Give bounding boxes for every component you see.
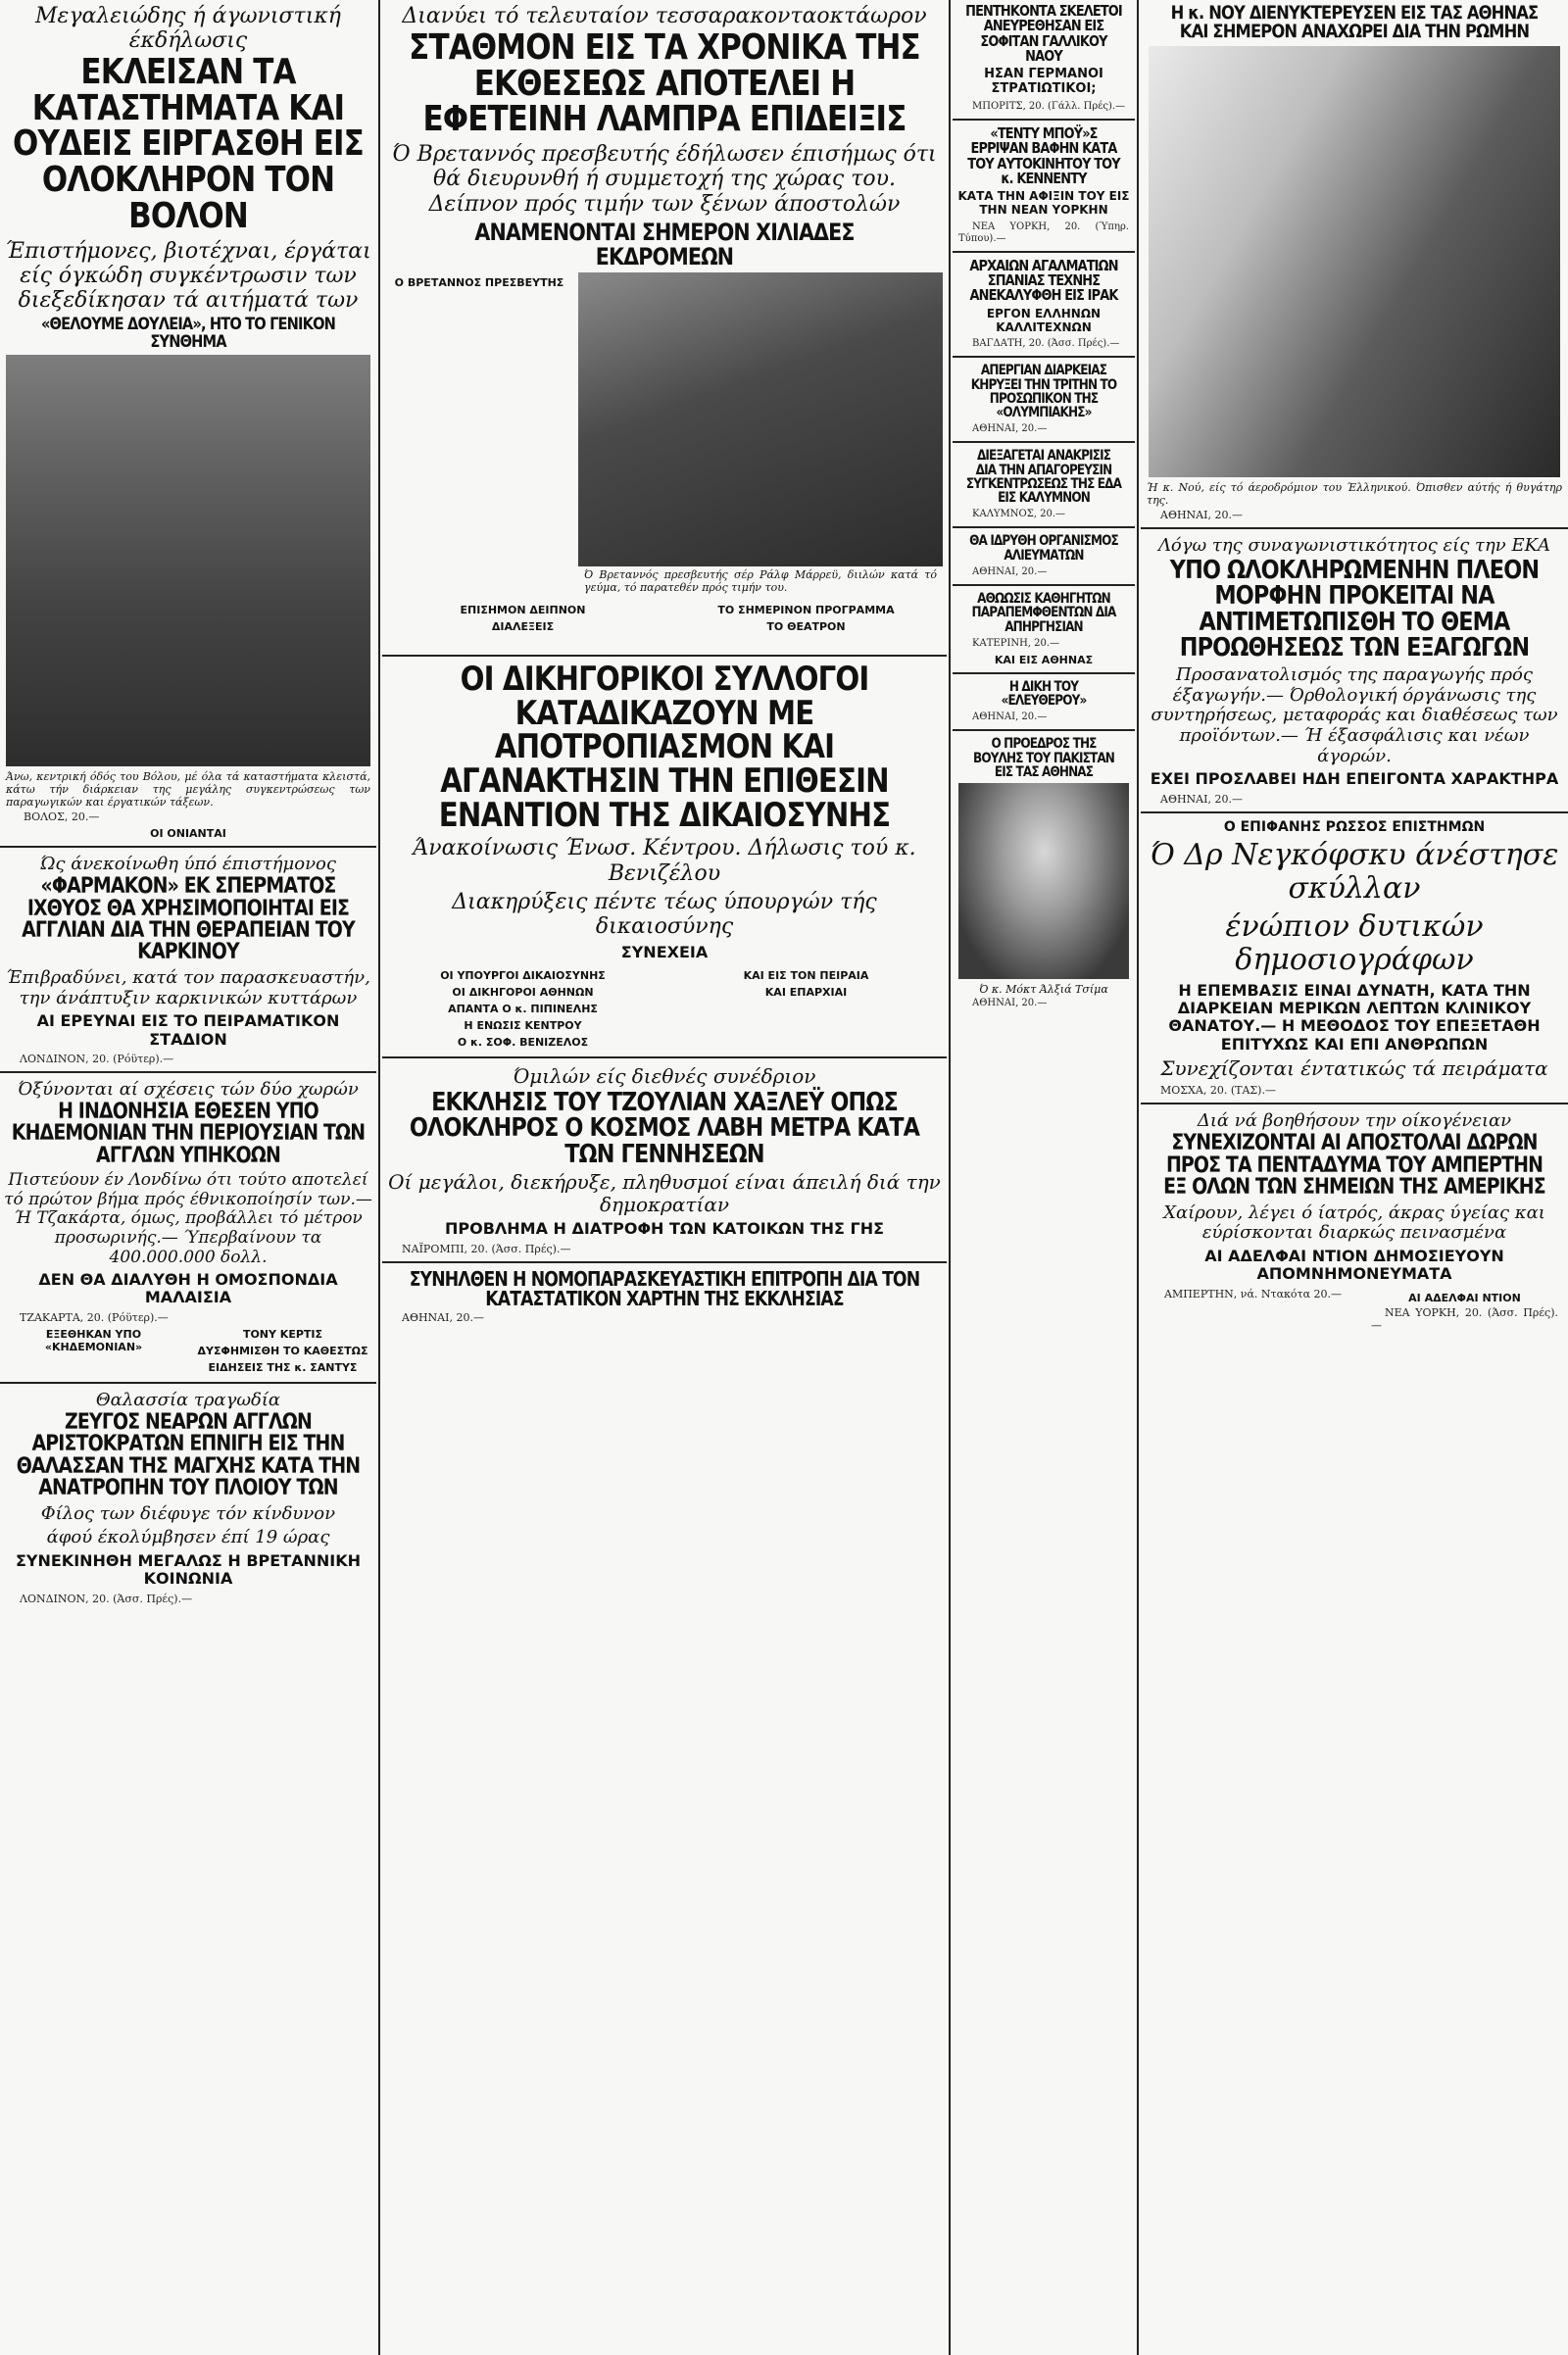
subhead: ΟΙ ΥΠΟΥΡΓΟΙ ΔΙΚΑΙΟΣΥΝΗΣ	[440, 968, 606, 982]
deck: Φίλος των διέφυγε τόν κίνδυνον	[40, 1502, 336, 1524]
column-rule	[378, 0, 380, 2355]
kicker: Διά νά βοηθήσουν την οίκογένειαν	[1197, 1110, 1512, 1132]
divider	[953, 119, 1135, 121]
headline: Η ΙΝΔΟΝΗΣΙΑ ΕΘΕΣΕΝ ΥΠΟ ΚΗΔΕΜΟΝΙΑΝ ΤΗΝ ΠΕΡΙΟΥΣΙΑΝ ΤΩΝ ΑΓΓΛΩΝ ΥΠΗΚΟΩΝ	[11, 1100, 366, 1168]
headline: ΑΠΕΡΓΙΑΝ ΔΙΑΡΚΕΙΑΣ ΚΗΡΥΞΕΙ ΤΗΝ ΤΡΙΤΗΝ ΤΟ ΠΡΟΣΩΠΙΚΟΝ ΤΗΣ «ΟΛΥΜΠΙΑΚΗΣ»	[970, 363, 1117, 421]
dateline: ΝΕΑ ΥΟΡΚΗ, 20. (Ύπηρ. Τύπου).—	[958, 221, 1129, 244]
dateline: ΑΜΠΕΡΤΗΝ, νά. Ντακότα 20.—	[1164, 1287, 1343, 1300]
kicker: Ώς άνεκοίνωθη ύπό έπιστήμονος	[40, 854, 336, 875]
headline: ΥΠΟ ΩΛΟΚΛΗΡΩΜΕΝΗΝ ΠΛΕΟΝ ΜΟΡΦΗΝ ΠΡΟΚΕΙΤΑΙ ΝΑ ΑΝΤΙΜΕΤΩΠΙΣΘΗ ΤΟ ΘΕΜΑ ΠΡΟΩΘΗΣΕΩΣ ΤΩΝ ΕΞΑΓΩΓΩΝ	[1169, 555, 1540, 663]
headline: ΘΑ ΙΔΡΥΘΗ ΟΡΓΑΝΙΣΜΟΣ ΑΛΙΕΥΜΑΤΩΝ	[969, 533, 1118, 564]
subhead: ΔΕΝ ΘΑ ΔΙΑΛΥΘΗ Η ΟΜΟΣΠΟΝΔΙΑ ΜΑΛΑΙΣΙΑ	[38, 1270, 338, 1307]
column-3	[953, 0, 1135, 2355]
subhead: ΟΙ ΟΝΙΑΝΤΑΙ	[150, 827, 226, 841]
subhead: Ο κ. ΣΟΦ. ΒΕΝΙΖΕΛΟΣ	[457, 1035, 589, 1049]
article-text	[1147, 509, 1562, 521]
deck: άφού έκολύμβησεν έπί 19 ώρας	[46, 1527, 330, 1548]
divider	[953, 356, 1135, 358]
headline: Η ΔΙΚΗ ΤΟΥ «ΕΛΕΥΘΕΡΟΥ»	[1001, 678, 1087, 710]
divider	[953, 672, 1135, 674]
subhead: ΤΟ ΣΗΜΕΡΙΝΟΝ ΠΡΟΓΡΑΜΜΑ	[717, 603, 895, 616]
article-text	[958, 101, 1129, 113]
divider	[1141, 527, 1568, 529]
dateline: ΑΘΗΝΑΙ, 20.—	[972, 711, 1048, 723]
photo-caption: Άνω, κεντρική όδός του Βόλου, μέ όλα τά καταστήματα κλειστά, κάτω τήν διάρκειαν της μεγάλης συγκεντρώσεως των παραγωγικών και έργατικών τάξεων.	[6, 770, 370, 810]
dateline: ΛΟΝΔΙΝΟΝ, 20. (Ρόϋτερ).—	[20, 1053, 174, 1066]
article-text	[958, 221, 1129, 245]
subhead: ΣΥΝΕΧΕΙΑ	[620, 942, 709, 961]
headline: ΔΙΕΞΑΓΕΤΑΙ ΑΝΑΚΡΙΣΙΣ ΔΙΑ ΤΗΝ ΑΠΑΓΟΡΕΥΣΙΝ ΣΥΓΚΕΝΤΡΩΣΕΩΣ ΤΗΣ ΕΔΑ ΕΙΣ ΚΑΛΥΜΝΟΝ	[965, 448, 1122, 507]
divider	[1141, 1103, 1568, 1104]
deck: Πιστεύουν έν Λονδίνω ότι τούτο αποτελεί τό πρώτον βήμα πρός έθνικοποίησίν των.— Ή Τζακάρτα, όμως, προβάλλει τό μέτρον προσωρινής.— Ύπερβαίνουν τα 400.000.000 δολλ.	[4, 1170, 372, 1267]
subhead: ΤΟΝΥ ΚΕΡΤΙΣ	[242, 1327, 323, 1341]
subhead: ΑΠΑΝΤΑ Ο κ. ΠΙΠΙΝΕΛΗΣ	[448, 1002, 598, 1015]
subhead: ΑΙ ΑΔΕΛΦΑΙ ΝΤΙΟΝ	[1408, 1291, 1521, 1304]
deck: Χαίρουν, λέγει ό ίατρός, άκρας ύγείας και εύρίσκονται διαρκώς πεινασμένα	[1163, 1202, 1545, 1244]
subhead: Ο ΒΡΕΤΑΝΝΟΣ ΠΡΕΣΒΕΥΤΗΣ	[394, 275, 564, 289]
headline: Ό Δρ Νεγκόφσκυ άνέστησε σκύλλαν	[1150, 837, 1559, 907]
headline: ΑΡΧΑΙΩΝ ΑΓΑΛΜΑΤΙΩΝ ΣΠΑΝΙΑΣ ΤΕΧΝΗΣ ΑΝΕΚΑΛΥΦΘΗ ΕΙΣ ΙΡΑΚ	[969, 256, 1118, 305]
article-text	[1147, 793, 1562, 806]
subhead: ΚΑΙ ΕΙΣ ΤΟΝ ΠΕΙΡΑΙΑ	[743, 968, 869, 982]
headline: ΖΕΥΓΟΣ ΝΕΑΡΩΝ ΑΓΓΛΩΝ ΑΡΙΣΤΟΚΡΑΤΩΝ ΕΠΝΙΓΗ ΕΙΣ ΤΗΝ ΘΑΛΑΣΣΑΝ ΤΗΣ ΜΑΓΧΗΣ ΚΑΤΑ ΤΗΝ ΑΝΑΤΡΟΠΗΝ ΤΟΥ ΠΛΟΙΟΥ ΤΩΝ	[16, 1409, 361, 1501]
subhead: ΕΡΓΟΝ ΕΛΛΗΝΩΝ ΚΑΛΛΙΤΕΧΝΩΝ	[986, 306, 1102, 334]
headline: ΟΙ ΔΙΚΗΓΟΡΙΚΟΙ ΣΥΛΛΟΓΟΙ ΚΑΤΑΔΙΚΑΖΟΥΝ ΜΕ ΑΠΟΤΡΟΠΙΑΣΜΟΝ ΚΑΙ ΑΓΑΝΑΚΤΗΣΙΝ ΤΗΝ ΕΠΙΘΕΣΙΝ ΕΝΑΝΤΙΟΝ ΤΗΣ ΔΙΚΑΙΟΣΥΝΗΣ	[438, 659, 891, 835]
divider	[953, 251, 1135, 253]
photo-caption: Ή κ. Νού, είς τό άεροδρόμιον του Έλληνικού. Όπισθεν αύτής ή θυγάτηρ της.	[1147, 480, 1562, 507]
kicker: Όξύνονται αί σχέσεις τών δύο χωρών	[18, 1079, 359, 1101]
headline: Ο ΠΡΟΕΔΡΟΣ ΤΗΣ ΒΟΥΛΗΣ ΤΟΥ ΠΑΚΙΣΤΑΝ ΕΙΣ ΤΑΣ ΑΘΗΝΑΣ	[973, 736, 1114, 780]
article-text	[10, 810, 177, 823]
article-text	[388, 1311, 941, 1324]
divider	[953, 729, 1135, 731]
photo-block	[578, 272, 943, 596]
divider	[0, 1382, 376, 1384]
subhead: ΟΙ ΔΙΚΗΓΟΡΟΙ ΑΘΗΝΩΝ	[452, 985, 594, 999]
dateline: ΒΑΓΔΑΤΗ, 20. (Άσσ. Πρές).—	[972, 338, 1120, 350]
dateline: ΝΑΪΡΟΜΠΙ, 20. (Άσσ. Πρές).—	[402, 1242, 571, 1255]
dateline: ΛΟΝΔΙΝΟΝ, 20. (Άσσ. Πρές).—	[20, 1592, 193, 1605]
deck: Διακηρύξεις πέντε τέως ύπουργών τής δικαιοσύνης	[452, 889, 877, 940]
subhead: ΕΙΔΗΣΕΙΣ ΤΗΣ κ. ΣΑΝΤΥΣ	[208, 1360, 358, 1374]
article-text	[6, 1593, 370, 1605]
headline: ΣΥΝΕΧΙΖΟΝΤΑΙ ΑΙ ΑΠΟΣΤΟΛΑΙ ΔΩΡΩΝ ΠΡΟΣ ΤΑ ΠΕΝΤΑΔΥΜΑ ΤΟΥ ΑΜΠΕΡΤΗΝ ΕΞ ΟΛΩΝ ΤΩΝ ΣΗΜΕΙΩΝ ΤΗΣ ΑΜΕΡΙΚΗΣ	[1163, 1131, 1545, 1201]
article-text	[958, 566, 1129, 578]
deck: Έπιστήμονες, βιοτέχναι, έργάται είς όγκώδη συγκέντρωσιν των διεξεδίκησαν τά αιτήματά των	[5, 238, 371, 314]
dateline: ΑΘΗΝΑΙ, 20.—	[972, 423, 1048, 435]
article-text	[958, 711, 1129, 723]
subhead: ΕΠΙΣΗΜΟΝ ΔΕΙΠΝΟΝ	[460, 603, 586, 616]
column-2	[382, 0, 947, 2355]
subhead: Η ΕΠΕΜΒΑΣΙΣ ΕΙΝΑΙ ΔΥΝΑΤΗ, ΚΑΤΑ ΤΗΝ ΔΙΑΡΚΕΙΑΝ ΜΕΡΙΚΩΝ ΛΕΠΤΩΝ ΚΛΙΝΙΚΟΥ ΘΑΝΑΤΟΥ.— Η ΜΕΘΟΔΟΣ ΤΟΥ ΕΠΕΞΕΤΑΘΗ ΕΠΙΤΥΧΩΣ ΚΑΙ ΕΠΙ ΑΝΘΡΩΠΩΝ	[1168, 980, 1541, 1054]
story-columns	[386, 965, 943, 1051]
dateline: ΒΟΛΟΣ, 20.—	[24, 810, 100, 824]
headline: ΑΘΩΩΣΙΣ ΚΑΘΗΓΗΤΩΝ ΠΑΡΑΠΕΜΦΘΕΝΤΩΝ ΔΙΑ ΑΠΗΡΓΗΣΙΑΝ	[971, 590, 1116, 635]
portrait-photo	[958, 783, 1129, 979]
article-text	[199, 810, 367, 823]
subhead: ΠΡΟΒΛΗΜΑ Η ΔΙΑΤΡΟΦΗ ΤΩΝ ΚΑΤΟΙΚΩΝ ΤΗΣ ΓΗΣ	[444, 1219, 885, 1239]
deck: Ό Βρεταννός πρεσβευτής έδήλωσεν έπισήμως ότι θά διευρυνθή ή συμμετοχή της χώρας του. Δείπνον πρός τιμήν των ξένων άποστολών	[392, 142, 937, 217]
crowd-photo	[6, 355, 370, 766]
dateline: ΚΑΤΕΡΙΝΗ, 20.—	[972, 637, 1060, 649]
subhead: ΑΙ ΕΡΕΥΝΑΙ ΕΙΣ ΤΟ ΠΕΙΡΑΜΑΤΙΚΟΝ ΣΤΑΔΙΟΝ	[36, 1011, 340, 1049]
article-text	[958, 638, 1129, 650]
article-text	[6, 1311, 370, 1324]
dateline: ΝΕΑ ΥΟΡΚΗ, 20. (Άσσ. Πρές).—	[1371, 1305, 1558, 1332]
article-text	[958, 338, 1129, 350]
story-columns	[1145, 1288, 1564, 1332]
headline: ΕΚΚΛΗΣΙΣ ΤΟΥ ΤΖΟΥΛΙΑΝ ΧΑΞΛΕΫ ΟΠΩΣ ΟΛΟΚΛΗΡΟΣ Ο ΚΟΣΜΟΣ ΛΑΒΗ ΜΕΤΡΑ ΚΑΤΑ ΤΩΝ ΓΕΝΝΗΣΕΩΝ	[409, 1087, 920, 1169]
headline: ΣΤΑΘΜΟΝ ΕΙΣ ΤΑ ΧΡΟΝΙΚΑ ΤΗΣ ΕΚΘΕΣΕΩΣ ΑΠΟΤΕΛΕΙ Η ΕΦΕΤΕΙΝΗ ΛΑΜΠΡΑ ΕΠΙΔΕΙΞΙΣ	[409, 27, 920, 140]
portrait-photo	[1149, 46, 1560, 477]
deck: Άνακοίνωσις Ένωσ. Κέντρου. Δήλωσις τού κ. Βενιζέλου	[413, 836, 916, 886]
story-columns	[4, 1324, 372, 1376]
headline: ΣΥΝΗΛΘΕΝ Η ΝΟΜΟΠΑΡΑΣΚΕΥΑΣΤΙΚΗ ΕΠΙΤΡΟΠΗ ΔΙΑ ΤΟΝ ΚΑΤΑΣΤΑΤΙΚΟΝ ΧΑΡΤΗΝ ΤΗΣ ΕΚΚΛΗΣΙΑΣ	[409, 1266, 920, 1311]
dateline: ΜΠΟΡΙΤΣ, 20. (Γάλλ. Πρές).—	[972, 101, 1126, 113]
column-4	[1141, 0, 1568, 2355]
divider	[1141, 811, 1568, 813]
subhead: ΣΥΝΕΚΙΝΗΘΗ ΜΕΓΑΛΩΣ Η ΒΡΕΤΑΝΝΙΚΗ ΚΟΙΝΩΝΙΑ	[15, 1551, 362, 1589]
subhead: ΑΝΑΜΕΝΟΝΤΑΙ ΣΗΜΕΡΟΝ ΧΙΛΙΑΔΕΣ ΕΚΔΡΟΜΕΩΝ	[474, 219, 855, 270]
divider	[0, 846, 376, 848]
article-text	[958, 998, 1129, 1009]
dinner-photo	[578, 272, 943, 566]
divider	[382, 655, 947, 657]
subhead: ΚΑΙ ΕΠΑΡΧΙΑΙ	[764, 985, 848, 999]
dateline: ΑΘΗΝΑΙ, 20.—	[1160, 508, 1243, 521]
divider	[953, 584, 1135, 586]
headline: ΠΕΝΤΗΚΟΝΤΑ ΣΚΕΛΕΤΟΙ ΑΝΕΥΡΕΘΗΣΑΝ ΕΙΣ ΣΟΦΙΤΑΝ ΓΑΛΛΙΚΟΥ ΝΑΟΥ	[965, 2, 1122, 65]
story-columns	[4, 810, 372, 823]
headline: ένώπιον δυτικών δημοσιογράφων	[1225, 908, 1484, 978]
headline: «ΤΕΝΤΥ ΜΠΟΫ»Σ ΕΡΡΙΨΑΝ ΒΑΦΗΝ ΚΑΤΑ ΤΟΥ ΑΥΤΟΚΙΝΗΤΟΥ ΤΟΥ κ. ΚΕΝΝΕΝΤΥ	[967, 124, 1120, 187]
column-rule	[949, 0, 951, 2355]
feature-block	[386, 272, 943, 596]
kicker: Διανύει τό τελευταίον τεσσαρακονταοκτάωρον	[402, 4, 927, 28]
headline: Η κ. ΝΟΥ ΔΙΕΝΥΚΤΕΡΕΥΣΕΝ ΕΙΣ ΤΑΣ ΑΘΗΝΑΣ ΚΑΙ ΣΗΜΕΡΟΝ ΑΝΑΧΩΡΕΙ ΔΙΑ ΤΗΝ ΡΩΜΗΝ	[1170, 2, 1539, 43]
article-text	[958, 423, 1129, 435]
deck: Έπιβραδύνει, κατά τον παρασκευαστήν, την άνάπτυξιν καρκινικών κυττάρων	[6, 966, 370, 1008]
article-text	[1151, 1288, 1349, 1332]
slogan: «ΘΕΛΟΥΜΕ ΔΟΥΛΕΙΑ», ΗΤΟ ΤΟ ΓΕΝΙΚΟΝ ΣΥΝΘΗΜΑ	[40, 315, 336, 352]
dateline: ΜΟΣΧΑ, 20. (ΤΑΣ).—	[1160, 1084, 1276, 1098]
headline: «ΦΑΡΜΑΚΟΝ» ΕΚ ΣΠΕΡΜΑΤΟΣ ΙΧΘΥΟΣ ΘΑ ΧΡΗΣΙΜΟΠΟΙΗΤΑΙ ΕΙΣ ΑΓΓΛΙΑΝ ΔΙΑ ΤΗΝ ΘΕΡΑΠΕΙΑΝ ΤΟΥ ΚΑΡΚΙΝΟΥ	[22, 874, 355, 965]
article-text	[958, 509, 1129, 520]
kicker: Θαλασσία τραγωδία	[95, 1389, 281, 1410]
photo-caption: Ό κ. Μόκτ Άλξιά Τσίμα	[979, 983, 1108, 997]
divider	[953, 441, 1135, 443]
headline: ΕΚΛΕΙΣΑΝ ΤΑ ΚΑΤΑΣΤΗΜΑΤΑ ΚΑΙ ΟΥΔΕΙΣ ΕΙΡΓΑΣΘΗ ΕΙΣ ΟΛΟΚΛΗΡΟΝ ΤΟΝ ΒΟΛΟΝ	[12, 52, 364, 236]
kicker: Ο ΕΠΙΦΑΝΗΣ ΡΩΣΣΟΣ ΕΠΙΣΤΗΜΩΝ	[1223, 818, 1486, 835]
dateline: ΤΖΑΚΑΡΤΑ, 20. (Ρόϋτερ).—	[20, 1310, 169, 1324]
subhead: Η ΕΝΩΣΙΣ ΚΕΝΤΡΟΥ	[464, 1018, 582, 1032]
subhead: ΕΞΕΘΗΚΑΝ ΥΠΟ «ΚΗΔΕΜΟΝΙΑΝ»	[44, 1327, 143, 1353]
subhead: ΗΣΑΝ ΓΕΡΜΑΝΟΙ ΣΤΡΑΤΙΩΤΙΚΟΙ;	[984, 67, 1103, 97]
subhead: ΔΙΑΛΕΞΕΙΣ	[491, 619, 555, 633]
column-rule	[1137, 0, 1139, 2355]
subhead: ΚΑΤΑ ΤΗΝ ΑΦΙΞΙΝ ΤΟΥ ΕΙΣ ΤΗΝ ΝΕΑΝ ΥΟΡΚΗΝ	[957, 189, 1130, 218]
dateline: ΑΘΗΝΑΙ, 20.—	[402, 1310, 484, 1324]
article-text	[1371, 1306, 1558, 1332]
kicker: Όμιλών είς διεθνές συνέδριον	[513, 1063, 816, 1088]
story-columns	[386, 600, 943, 635]
deck: Οί μεγάλοι, διεκήρυξε, πληθυσμοί είναι άπειλή διά την δημοκρατίαν	[388, 1170, 941, 1217]
divider	[382, 1056, 947, 1058]
subhead: ΚΑΙ ΕΙΣ ΑΘΗΝΑΣ	[994, 653, 1094, 666]
divider	[382, 1261, 947, 1263]
subhead: ΤΟ ΘΕΑΤΡΟΝ	[766, 619, 846, 633]
kicker: Μεγαλειώδης ή άγωνιστική έκδήλωσις	[35, 4, 341, 53]
sidebar-text	[386, 272, 572, 596]
divider	[0, 1071, 376, 1073]
dateline: ΑΘΗΝΑΙ, 20.—	[1160, 792, 1243, 806]
subhead: ΕΧΕΙ ΠΡΟΣΛΑΒΕΙ ΗΔΗ ΕΠΕΙΓΟΝΤΑ ΧΑΡΑΚΤΗΡΑ	[1150, 769, 1559, 789]
column-1	[0, 0, 376, 2355]
kicker: Λόγω της συναγωνιστικότητος είς την ΕΚΑ	[1157, 534, 1551, 556]
subhead: ΑΙ ΑΔΕΛΦΑΙ ΝΤΙΟΝ ΔΗΜΟΣΙΕΥΟΥΝ ΑΠΟΜΝΗΜΟΝΕΥΜΑΤΑ	[1204, 1246, 1504, 1284]
dateline: ΑΘΗΝΑΙ, 20.—	[972, 565, 1048, 577]
deck: Προσανατολισμός της παραγωγής πρός έξαγωγήν.— Όρθολογική όργάνωσις της συντηρήσεως, μεταφοράς και διαθέσεως των προϊόντων.— Ή έξασφάλισις και νέων άγορών.	[1151, 663, 1558, 766]
divider	[953, 526, 1135, 528]
article-text	[388, 1243, 941, 1255]
dateline: ΑΘΗΝΑΙ, 20.—	[972, 998, 1048, 1009]
article-text	[6, 1053, 370, 1065]
subhead: ΔΥΣΦΗΜΙΣΘΗ ΤΟ ΚΑΘΕΣΤΩΣ	[197, 1344, 368, 1357]
dateline: ΚΑΛΥΜΝΟΣ, 20.—	[972, 509, 1066, 520]
photo-caption: Ό Βρεταννός πρεσβευτής σέρ Ράλφ Μάρρεϋ, διιλών κατά τό γεύμα, τό παρατεθέν πρός τιμήν του.	[584, 567, 937, 594]
deck: Συνεχίζονται έντατικώς τά πειράματα	[1160, 1056, 1548, 1081]
article-text	[1147, 1084, 1562, 1097]
